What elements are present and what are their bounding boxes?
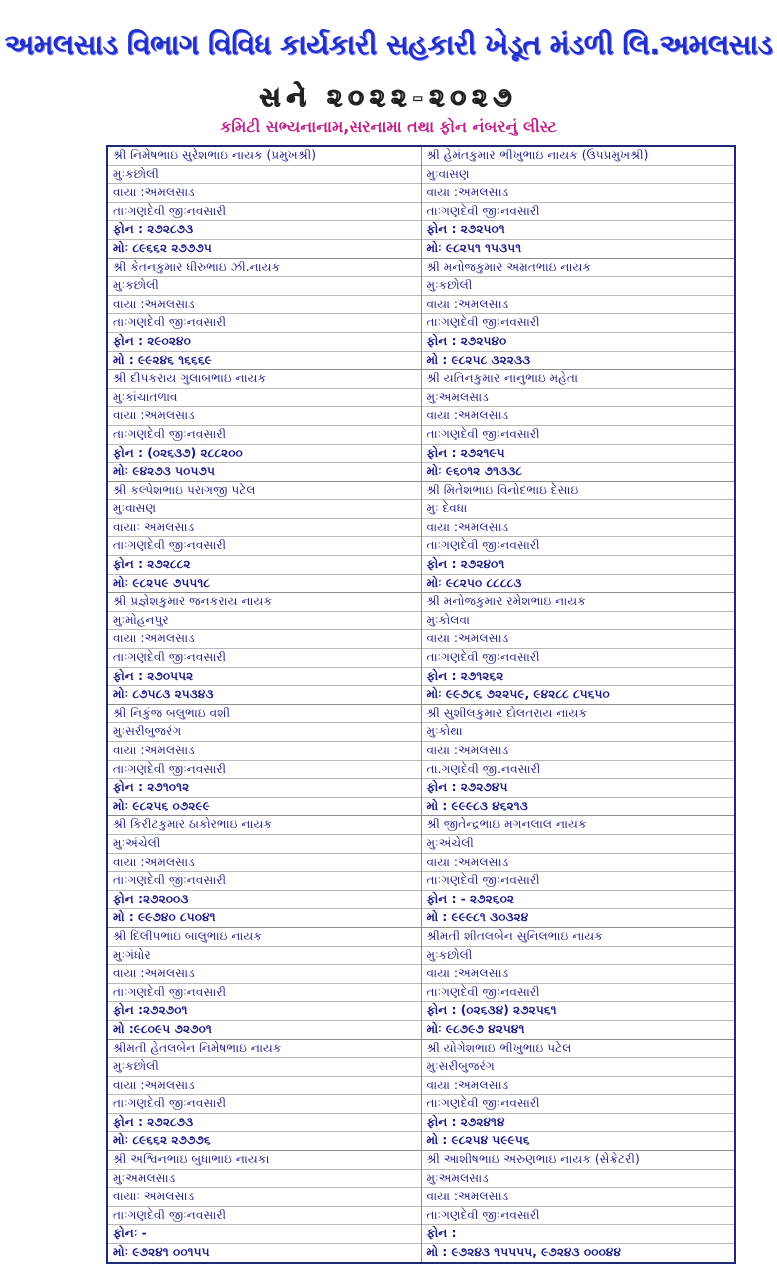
member-taluka: તાઃગણદેવી જીઃનવસારી <box>108 314 421 333</box>
member-name: શ્રી પ્રજ્ઞેશકુમાર જનકરાય નાયક <box>108 593 421 612</box>
member-village: મુઃકછોલી <box>422 277 735 296</box>
member-via: વાયા :અમલસાડ <box>422 854 735 873</box>
member-mobile: મોઃ ૮૭૫૮૩ ૨૫૩૪૩ <box>113 687 214 702</box>
member-phone: ફોન : ૨૭૨૮૮૨ <box>108 556 421 575</box>
member-phone: ફોન : - ૨૭૨૬૦૨ <box>422 891 735 910</box>
member-card <box>107 593 421 705</box>
member-via: વાયા :અમલસાડ <box>422 1077 735 1096</box>
members-table <box>106 145 736 1264</box>
member-village: મુઃકછોલી <box>108 277 421 296</box>
member-taluka: તાઃગણદેવી જીઃનવસારી <box>108 872 421 891</box>
member-mobile: મોઃ ૯૮૨૫૦ ૮૮૮૮૩ <box>426 575 522 590</box>
member-taluka: તાઃગણદેવી જીઃનવસારી <box>108 203 421 222</box>
member-via: વાયા :અમલસાડ <box>422 184 735 203</box>
member-phone: ફોન : (૦૨૬૩૭) ૨૮૮૨૦૦ <box>108 445 421 464</box>
member-taluka: તાઃગણદેવી જીઃનવસારી <box>108 649 421 668</box>
table-row <box>107 370 735 482</box>
member-name: શ્રી નિમેષભાઇ સુરેશભાઇ નાયક (પ્રમુખશ્રી) <box>108 147 421 166</box>
member-mobile: મોઃ ૮૯૬૬૨ ૨૭૭૭૫ <box>113 240 212 255</box>
member-card <box>421 927 735 1039</box>
member-mobile: મોઃ ૯૭૨૪૧ ૦૦૧૫૫ <box>113 1245 210 1260</box>
member-mobile: મો : ૯૮૨૫૪ ૫૯૯૫૬ <box>426 1133 530 1148</box>
member-name: શ્રીમતી શીતલબેન સુનિલભાઇ નાયક <box>422 928 735 947</box>
member-name: શ્રી હેમંતકુમાર ભીખુભાઇ નાયક (ઉપપ્રમુખશ્રી) <box>422 147 735 166</box>
member-taluka: તાઃગણદેવી જીઃનવસારી <box>108 1095 421 1114</box>
member-phone: ફોન : ૨૭૧૦૧૨ <box>108 779 421 798</box>
member-name: શ્રીમતી હેતલબેન નિમેષભાઇ નાયક <box>108 1040 421 1059</box>
document-title: અમલસાડ વિભાગ વિવિધ કાર્યકારી સહકારી ખેડૂત મંડળી લિ.અમલસાડ <box>4 28 773 61</box>
member-mobile: મોઃ ૯૮૨૫૯ ૭૫૫૧૮ <box>113 575 211 590</box>
member-village: મુઃઅમલસાડ <box>422 1170 735 1189</box>
member-mobile: મોઃ ૯૯૭૮૬ ૭૨૨૫૯, ૯૪૨૮૮ ૮૫૬૫૦ <box>426 687 610 702</box>
member-village: મુઃસરીબુજરંગ <box>108 723 421 742</box>
member-mobile: મોઃ ૯૮૨૫૬ ૦૭૨૯૯ <box>113 798 210 813</box>
member-mobile: મો : ૯૯૯૮૧ ૩૦૩૨૪ <box>426 910 529 925</box>
member-village: મુઃકછોલી <box>108 166 421 185</box>
member-village: મુઃમોહનપુર <box>108 612 421 631</box>
member-phone: ફોન : ૨૭૨૧૯૫ <box>422 445 735 464</box>
member-taluka: તાઃગણદેવી જીઃનવસારી <box>108 1207 421 1226</box>
member-phone: ફોન : ૨૯૦૨૪૦ <box>108 333 421 352</box>
members-table-body <box>107 146 735 1263</box>
member-phone: ફોન : ૨૭૨૫૦૧ <box>422 221 735 240</box>
member-card <box>421 816 735 928</box>
table-row <box>107 258 735 370</box>
member-name: શ્રી મનોજકુમાર અમ્રતભાઇ નાયક <box>422 259 735 278</box>
member-village: મુઃઅમલસાડ <box>422 389 735 408</box>
member-card <box>421 258 735 370</box>
member-card <box>421 704 735 816</box>
member-phone: ફોન : <box>422 1225 735 1244</box>
member-village: મુઃવાસણ <box>422 166 735 185</box>
table-row <box>107 1039 735 1151</box>
table-row <box>107 146 735 258</box>
member-village: મુઃઅમલસાડ <box>108 1170 421 1189</box>
member-mobile: મોઃ ૯૮૭૯૭ ૪૨૫૪૧ <box>426 1021 525 1036</box>
member-name: શ્રી મિતેશભાઇ વિનોદભાઇ દેસાઇ <box>422 482 735 501</box>
member-taluka: તાઃગણદેવી જીઃનવસારી <box>422 426 735 445</box>
member-village: મુઃઅંચેલી <box>108 835 421 854</box>
member-phone: ફોન : ૨૭૨૮૭૩ <box>108 1114 421 1133</box>
member-card <box>421 146 735 258</box>
member-name: શ્રી નિકુંજ બલુભાઇ વશી <box>108 705 421 724</box>
member-village: મુઃ દેવધા <box>422 500 735 519</box>
member-card <box>421 1151 735 1263</box>
member-mobile: મો :૯૮૦૯૫ ૭૨૭૦૧ <box>113 1021 212 1036</box>
member-via: વાયાઃ અમલસાડ <box>108 519 421 538</box>
member-taluka: તા.ગણદેવી જી.નવસારી <box>422 761 735 780</box>
member-via: વાયા :અમલસાડ <box>422 519 735 538</box>
member-via: વાયા :અમલસાડ <box>108 630 421 649</box>
table-row <box>107 704 735 816</box>
member-via: વાયા :અમલસાડ <box>422 407 735 426</box>
member-phone: ફોન : ૨૭૨૪૦૧ <box>422 556 735 575</box>
table-row <box>107 481 735 593</box>
member-card <box>107 258 421 370</box>
member-via: વાયા :અમલસાડ <box>108 1077 421 1096</box>
member-card <box>107 704 421 816</box>
member-taluka: તાઃગણદેવી જીઃનવસારી <box>422 314 735 333</box>
table-row <box>107 927 735 1039</box>
table-row <box>107 816 735 928</box>
member-village: મુઃકોલવા <box>422 612 735 631</box>
member-card <box>421 593 735 705</box>
member-via: વાયા :અમલસાડ <box>422 742 735 761</box>
member-name: શ્રી કલ્પેશભાઇ પરાગજી પટેલ <box>108 482 421 501</box>
table-row <box>107 593 735 705</box>
member-via: વાયા :અમલસાડ <box>108 742 421 761</box>
member-village: મુઃકોથા <box>422 723 735 742</box>
member-taluka: તાઃગણદેવી જીઃનવસારી <box>108 537 421 556</box>
member-phone: ફોન : (૦૨૬૩૪) ૨૭૨૫૬૧ <box>422 1002 735 1021</box>
member-taluka: તાઃગણદેવી જીઃનવસારી <box>108 761 421 780</box>
member-card <box>107 481 421 593</box>
member-name: શ્રી દીપકરાય ગુલાબભાઇ નાયક <box>108 370 421 389</box>
member-via: વાયા :અમલસાડ <box>422 630 735 649</box>
member-via: વાયાઃ અમલસાડ <box>108 1188 421 1207</box>
member-village: મુઃવાસણ <box>108 500 421 519</box>
member-card <box>107 1039 421 1151</box>
member-phone: ફોનઃ - <box>108 1225 421 1244</box>
member-mobile: મોઃ ૯૬૦૧૨ ૭૧૩૩૮ <box>426 464 523 479</box>
member-village: મુઃસરીબુજરંગ <box>422 1058 735 1077</box>
member-mobile: મો : ૯૯૯૮૩ ૪૬૨૧૩ <box>426 798 528 813</box>
member-card <box>421 481 735 593</box>
member-via: વાયા :અમલસાડ <box>422 296 735 315</box>
member-mobile: મો : ૯૯૨૪૬ ૧૬૬૬૯ <box>113 352 212 367</box>
member-name: શ્રી યોગેશભાઇ ભીખુભાઇ પટેલ <box>422 1040 735 1059</box>
member-phone: ફોન : ૨૭૧૨૬૨ <box>422 668 735 687</box>
member-card <box>107 146 421 258</box>
member-via: વાયા :અમલસાડ <box>108 965 421 984</box>
member-mobile: મોઃ ૯૪૨૭૩ ૫૦૫૭૫ <box>113 464 215 479</box>
member-phone: ફોન : ૨૭૨૪૧૪ <box>422 1114 735 1133</box>
member-card <box>107 1151 421 1263</box>
member-mobile: મો : ૯૮૨૫૮ ૩૨૨૩૩ <box>426 352 531 367</box>
member-village: મુઃકછોલી <box>108 1058 421 1077</box>
member-name: શ્રી કેતનકુમાર ધીરુભાઇ ઝી.નાયક <box>108 259 421 278</box>
member-name: શ્રી સુશીલકુમાર દોલતરાય નાયક <box>422 705 735 724</box>
member-card <box>107 927 421 1039</box>
member-via: વાયા :અમલસાડ <box>108 854 421 873</box>
member-village: મુઃકાંચાતળાવ <box>108 389 421 408</box>
member-via: વાયા :અમલસાડ <box>422 1188 735 1207</box>
member-mobile: મો : ૯૭૨૪૩ ૧૫૫૫૫, ૯૭૨૪૩ ૦૦૦૪૪ <box>426 1245 622 1260</box>
member-village: મુઃકછોલી <box>422 947 735 966</box>
member-via: વાયા :અમલસાડ <box>108 407 421 426</box>
member-via: વાયા :અમલસાડ <box>108 184 421 203</box>
member-name: શ્રી દિલીપભાઇ બાલુભાઇ નાયક <box>108 928 421 947</box>
member-phone: ફોન :૨૭૨૭૦૧ <box>108 1002 421 1021</box>
member-phone: ફોન :૨૭૨૦૦૩ <box>108 891 421 910</box>
member-phone: ફોન : ૨૭૨૫૪૦ <box>422 333 735 352</box>
member-via: વાયા :અમલસાડ <box>108 296 421 315</box>
member-taluka: તાઃગણદેવી જીઃનવસારી <box>422 1095 735 1114</box>
member-mobile: મોઃ ૮૯૬૬૨ ૨૭૭૭૬ <box>113 1133 211 1148</box>
member-name: શ્રી મનોજકુમાર રમેશભાઇ નાયક <box>422 593 735 612</box>
member-name: શ્રી કિરીટકુમાર ઠાકોરભાઇ નાયક <box>108 816 421 835</box>
member-taluka: તાઃગણદેવી જીઃનવસારી <box>422 537 735 556</box>
member-card <box>421 1039 735 1151</box>
member-taluka: તાઃગણદેવી જીઃનવસારી <box>108 426 421 445</box>
member-name: શ્રી યતિનકુમાર નાનુભાઇ મહેતા <box>422 370 735 389</box>
member-via: વાયા :અમલસાડ <box>422 965 735 984</box>
document-subtitle: કમિટી સભ્યનાનામ,સરનામા તથા ફોન નંબરનું લીસ્ટ <box>220 117 557 136</box>
member-village: મુઃઅંચેલી <box>422 835 735 854</box>
member-phone: ફોન : ૨૭૨૮૭૩ <box>108 221 421 240</box>
member-name: શ્રી જીતેન્દ્રભાઇ મગનલાલ નાયક <box>422 816 735 835</box>
member-taluka: તાઃગણદેવી જીઃનવસારી <box>422 649 735 668</box>
table-row <box>107 1151 735 1263</box>
member-card <box>107 816 421 928</box>
member-taluka: તાઃગણદેવી જીઃનવસારી <box>422 872 735 891</box>
term-years: સને ૨૦૨૨-૨૦૨૭ <box>259 83 518 113</box>
member-village: મુઃગંધોર <box>108 947 421 966</box>
member-taluka: તાઃગણદેવી જીઃનવસારી <box>108 984 421 1003</box>
member-phone: ફોન : ૨૭૨૭૪૫ <box>422 779 735 798</box>
member-taluka: તાઃગણદેવી જીઃનવસારી <box>422 203 735 222</box>
member-taluka: તાઃગણદેવી જીઃનવસારી <box>422 1207 735 1226</box>
member-card <box>107 370 421 482</box>
member-mobile: મો : ૯૯૭૪૦ ૮૫૦૪૧ <box>113 910 216 925</box>
member-name: શ્રી આશીષભાઇ અરુણભાઇ નાયક (સેક્રેટરી) <box>422 1151 735 1170</box>
member-name: શ્રી અશ્વિનભાઇ બુધાભાઇ નાયકા <box>108 1151 421 1170</box>
member-phone: ફોન : ૨૭૦૫૫૨ <box>108 668 421 687</box>
member-taluka: તાઃગણદેવી જીઃનવસારી <box>422 984 735 1003</box>
member-card <box>421 370 735 482</box>
member-mobile: મોઃ ૯૮૨૫૧ ૧૫૩૫૧ <box>426 240 522 255</box>
